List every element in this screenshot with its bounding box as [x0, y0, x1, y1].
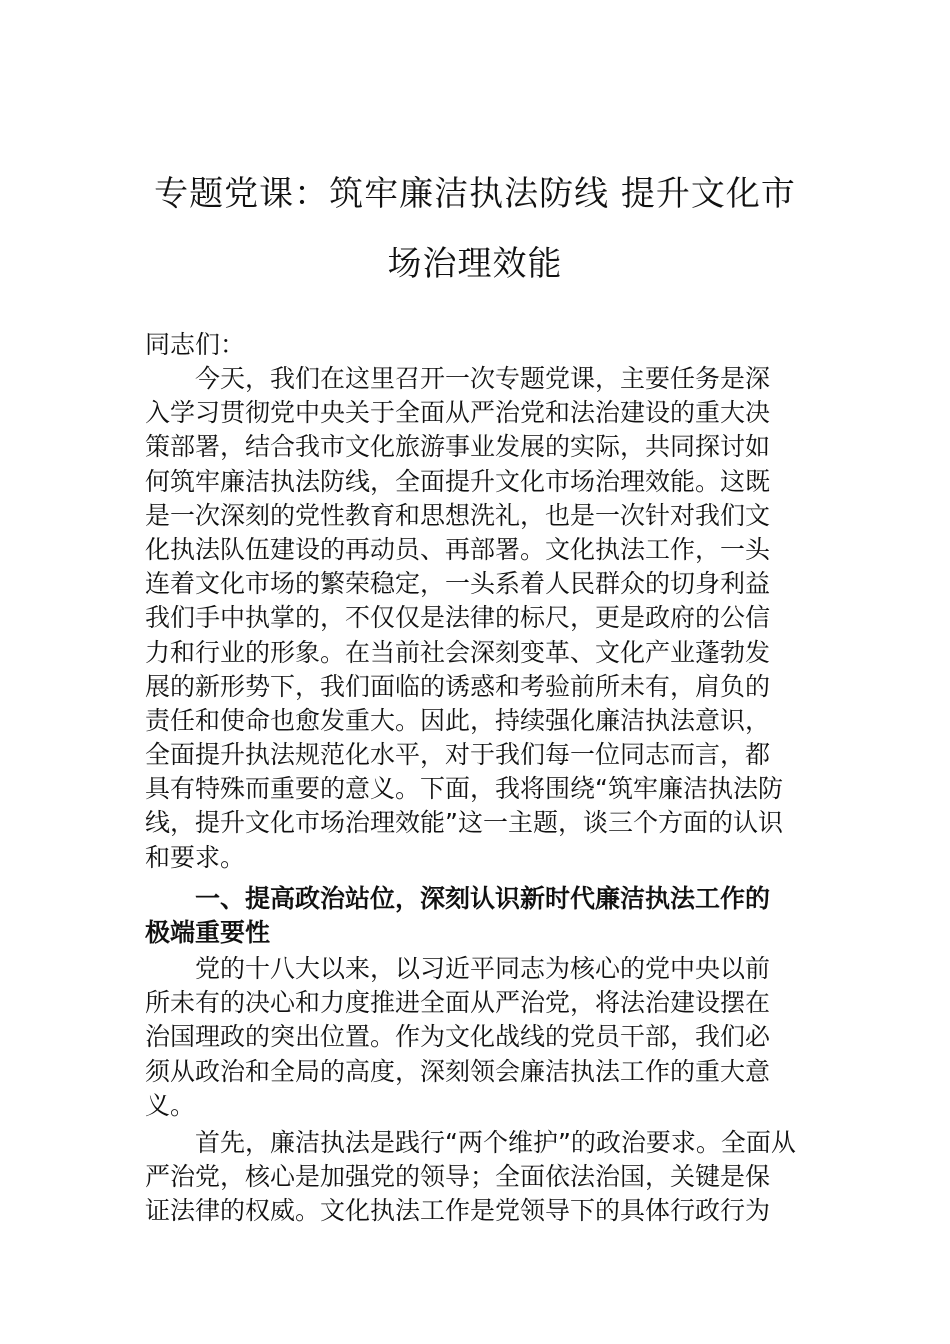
text-line: 入学习贯彻党中央关于全面从严治党和法治建设的重大决 — [145, 398, 771, 428]
text-line: 党的十八大以来，以习近平同志为核心的党中央以前 — [195, 954, 771, 983]
text-line: 何筑牢廉洁执法防线，全面提升文化市场治理效能。这既 — [145, 466, 771, 496]
text-line: 是一次深刻的党性教育和思想洗礼，也是一次针对我们文 — [145, 500, 771, 530]
text-line: 义。 — [145, 1090, 196, 1120]
section-heading-1 — [145, 882, 815, 950]
text-line: 我们手中执掌的，不仅仅是法律的标尺，更是政府的公信 — [145, 603, 771, 633]
text-line: 展的新形势下，我们面临的诱惑和考验前所未有，肩负的 — [145, 671, 771, 701]
salutation-text: 同志们： — [145, 330, 246, 359]
heading-line: 一、提高政治站位，深刻认识新时代廉洁执法工作的 — [195, 884, 771, 913]
text-line: 全面提升执法规范化水平，对于我们每一位同志而言，都 — [145, 740, 771, 770]
text-line: 力和行业的形象。在当前社会深刻变革、文化产业蓬勃发 — [145, 637, 771, 667]
text-line: 责任和使命也愈发重大。因此，持续强化廉洁执法意识， — [145, 705, 771, 735]
text-line: 和要求。 — [145, 842, 246, 872]
text-line: 证法律的权威。文化执法工作是党领导下的具体行政行为 — [145, 1196, 771, 1226]
document-title-line-2: 场治理效能 — [387, 244, 563, 284]
salutation — [145, 328, 815, 362]
text-line: 化执法队伍建设的再动员、再部署。文化执法工作，一头 — [145, 534, 771, 564]
paragraph-first-point — [145, 1126, 815, 1229]
text-line: 所未有的决心和力度推进全面从严治党，将法治建设摆在 — [145, 988, 771, 1018]
paragraph-background — [145, 952, 815, 1123]
text-line: 策部署，结合我市文化旅游事业发展的实际，共同探讨如 — [145, 432, 771, 462]
paragraph-intro — [145, 362, 815, 875]
document-title-line-1: 专题党课：筑牢廉洁执法防线 提升文化市 — [154, 174, 796, 214]
heading-line: 极端重要性 — [145, 918, 271, 948]
text-line: 治国理政的突出位置。作为文化战线的党员干部，我们必 — [145, 1022, 771, 1052]
text-line: 具有特殊而重要的意义。下面，我将围绕“筑牢廉洁执法防 — [145, 774, 783, 804]
text-line: 今天，我们在这里召开一次专题党课，主要任务是深 — [195, 364, 771, 393]
text-line: 严治党，核心是加强党的领导；全面依法治国，关键是保 — [145, 1162, 771, 1192]
text-line: 连着文化市场的繁荣稳定，一头系着人民群众的切身利益 — [145, 569, 771, 599]
text-line: 须从政治和全局的高度，深刻领会廉洁执法工作的重大意 — [145, 1056, 771, 1086]
text-line: 首先，廉洁执法是践行“两个维护”的政治要求。全面从 — [195, 1128, 796, 1157]
text-line: 线，提升文化市场治理效能”这一主题，谈三个方面的认识 — [145, 808, 783, 838]
